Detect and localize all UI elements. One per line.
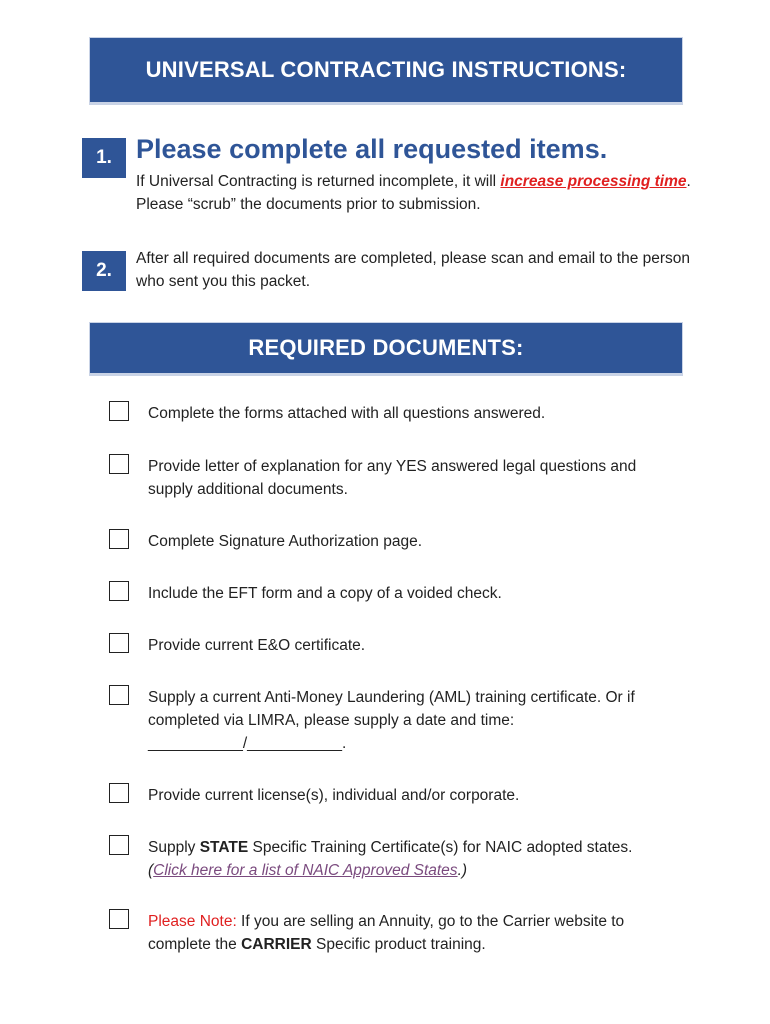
step-1-text-before: If Universal Contracting is returned incomplete, it will bbox=[136, 173, 501, 190]
item-text-pre: Supply bbox=[148, 839, 200, 856]
checklist-item bbox=[109, 581, 669, 605]
naic-states-link[interactable]: Click here for a list of NAIC Approved States bbox=[153, 862, 458, 879]
checklist-item-text bbox=[148, 836, 668, 882]
instructions-title: UNIVERSAL CONTRACTING INSTRUCTIONS: bbox=[145, 57, 627, 82]
checklist-item-text: Provide letter of explanation for any YES answered legal questions and supply additional documents. bbox=[148, 458, 637, 498]
checklist-item-text: Provide current license(s), individual and/or corporate. bbox=[148, 787, 520, 804]
step-2-badge bbox=[82, 251, 126, 291]
checkbox[interactable] bbox=[109, 835, 129, 855]
checklist-item-text: Include the EFT form and a copy of a voided check. bbox=[148, 585, 502, 602]
checklist-item-text: Supply a current Anti-Money Laundering (AML) training certificate. Or if completed via LIMRA, please supply a date and time: ___________/___________. bbox=[148, 689, 635, 752]
step-2-number: 2. bbox=[96, 260, 112, 281]
step-1-emphasis: increase processing time bbox=[500, 173, 687, 190]
item-text-mid: Specific Training Certificate(s) for NAIC adopted states. bbox=[248, 839, 633, 856]
checkbox[interactable] bbox=[109, 909, 129, 929]
checkbox[interactable] bbox=[109, 685, 129, 705]
checklist-item bbox=[109, 909, 669, 956]
step-1-text bbox=[136, 170, 696, 216]
paren-close: .) bbox=[457, 862, 468, 879]
item-text-post: Specific product training. bbox=[311, 936, 486, 953]
item-text-pre: If you are selling an Annuity, go to the Carrier website to complete the bbox=[148, 913, 625, 953]
step-2-text: After all required documents are completed, please scan and email to the person who sent you this packet. bbox=[136, 250, 691, 290]
checklist-item-text: Complete the forms attached with all questions answered. bbox=[148, 405, 546, 422]
checklist-item-text: Provide current E&O certificate. bbox=[148, 637, 366, 654]
checkbox[interactable] bbox=[109, 581, 129, 601]
checkbox[interactable] bbox=[109, 401, 129, 421]
checklist-item bbox=[109, 835, 669, 882]
required-documents-banner bbox=[89, 322, 683, 374]
checklist-item-text bbox=[148, 910, 668, 956]
step-1-text-after: . Please “scrub” the documents prior to submission. bbox=[136, 173, 691, 213]
checklist-item bbox=[109, 783, 669, 807]
checklist-item bbox=[109, 401, 669, 425]
paren-open: ( bbox=[148, 862, 154, 879]
required-documents-title: REQUIRED DOCUMENTS: bbox=[248, 335, 524, 360]
step-1-number: 1. bbox=[96, 147, 112, 168]
step-1-heading: Please complete all requested items. bbox=[136, 134, 608, 164]
instructions-banner bbox=[89, 37, 683, 103]
step-1-badge bbox=[82, 138, 126, 178]
checklist-item bbox=[109, 454, 669, 501]
please-note-label: Please Note: bbox=[148, 913, 237, 930]
carrier-emphasis: CARRIER bbox=[241, 936, 312, 953]
state-emphasis: STATE bbox=[199, 839, 249, 856]
checkbox[interactable] bbox=[109, 633, 129, 653]
checklist-item-text: Complete Signature Authorization page. bbox=[148, 533, 423, 550]
checkbox[interactable] bbox=[109, 529, 129, 549]
checklist-item bbox=[109, 685, 669, 755]
checkbox[interactable] bbox=[109, 783, 129, 803]
checklist-item bbox=[109, 633, 669, 657]
checklist-item bbox=[109, 529, 669, 553]
checkbox[interactable] bbox=[109, 454, 129, 474]
